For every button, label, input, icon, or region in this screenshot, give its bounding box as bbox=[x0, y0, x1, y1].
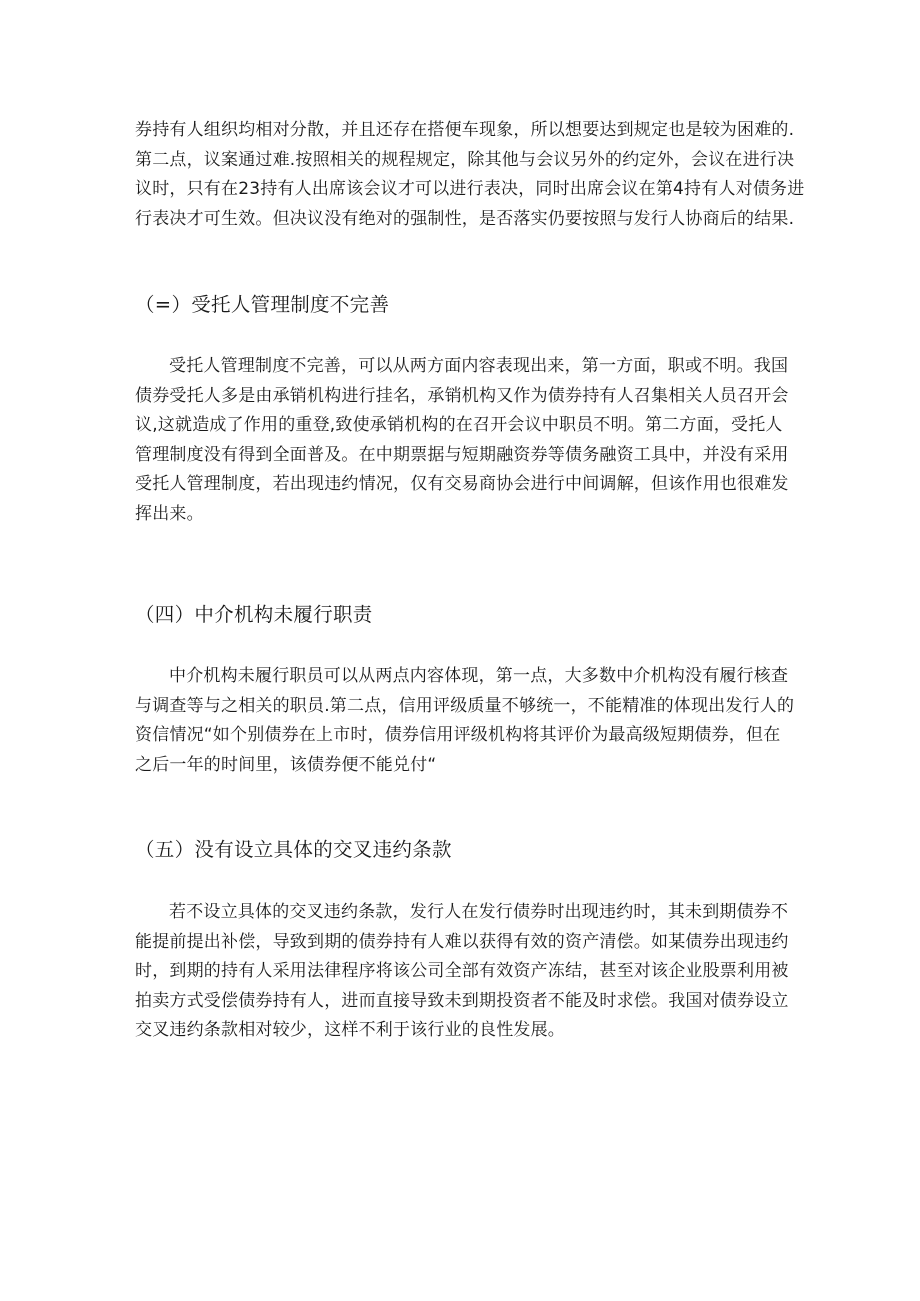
paragraph-line: 时，到期的持有人采用法律程序将该公司全部有效资产冻结，甚至对该企业股票利用被 bbox=[135, 961, 789, 981]
paragraph-line: 拍卖方式受偿债券持有人，进而直接导致未到期投资者不能及时求偿。我国对债券设立 bbox=[135, 990, 789, 1011]
paragraph-section-3 bbox=[135, 352, 790, 529]
paragraph-line: 能提前提出补偿，导致到期的债券持有人难以获得有效的资产清偿。如某债券出现违约 bbox=[135, 931, 789, 952]
section-heading-4: （四）中介机构未履行职责 bbox=[135, 603, 373, 626]
section-heading-3: （=）受托人管理制度不完善 bbox=[135, 293, 390, 316]
paragraph-section-4 bbox=[135, 662, 795, 780]
paragraph-line: 管理制度没有得到全面普及。在中期票据与短期融资券等债务融资工具中，并没有采用 bbox=[135, 444, 789, 465]
paragraph-line: 第二点，议案通过难.按照相关的规程规定，除其他与会议另外的约定外，会议在进行决 bbox=[135, 149, 795, 170]
section-heading-5: （五）没有设立具体的交叉违约条款 bbox=[135, 838, 452, 861]
paragraph-line: 受托人管理制度不完善，可以从两方面内容表现出来，第一方面，职或不明。我国 bbox=[169, 356, 789, 376]
paragraph-line: 议时，只有在23持有人出席该会议才可以进行表决，同时出席会议在第4持有人对债务进 bbox=[135, 179, 805, 199]
paragraph-line: 券持有人组织均相对分散，并且还存在搭便车现象，所以想要达到规定也是较为困难的. bbox=[135, 120, 795, 140]
paragraph-line: 议,这就造成了作用的重登,致使承销机构的在召开会议中职员不明。第二方面，受托人 bbox=[135, 415, 783, 435]
paragraph-line: 挥出来。 bbox=[135, 503, 204, 524]
paragraph-line: 债券受托人多是由承销机构进行挂名，承销机构又作为债券持有人召集相关人员召开会 bbox=[135, 385, 789, 406]
paragraph-line: 资信情况“如个别债券在上市时，债券信用评级机构将其评价为最高级短期债券，但在 bbox=[135, 725, 781, 745]
paragraph-line: 中介机构未履行职员可以从两点内容体现，第一点，大多数中介机构没有履行核查 bbox=[169, 666, 789, 686]
paragraph-line: 若不设立具体的交叉违约条款，发行人在发行债券时出现违约时，其未到期债券不 bbox=[169, 902, 789, 922]
paragraph-line: 与调查等与之相关的职员.第二点，信用评级质量不够统一，不能精准的体现出发行人的 bbox=[135, 695, 795, 716]
paragraph-intro bbox=[135, 116, 805, 234]
paragraph-line: 受托人管理制度，若出现违约情况，仅有交易商协会进行中间调解，但该作用也很难发 bbox=[135, 474, 789, 494]
paragraph-line: 之后一年的时间里，该债券便不能兑付“ bbox=[135, 754, 437, 775]
paragraph-line: 交叉违约条款相对较少，这样不利于该行业的良性发展。 bbox=[135, 1020, 565, 1040]
paragraph-section-5 bbox=[135, 898, 790, 1046]
paragraph-line: 行表决才可生效。但决议没有绝对的强制性，是否落实仍要按照与发行人协商后的结果. bbox=[135, 208, 795, 229]
